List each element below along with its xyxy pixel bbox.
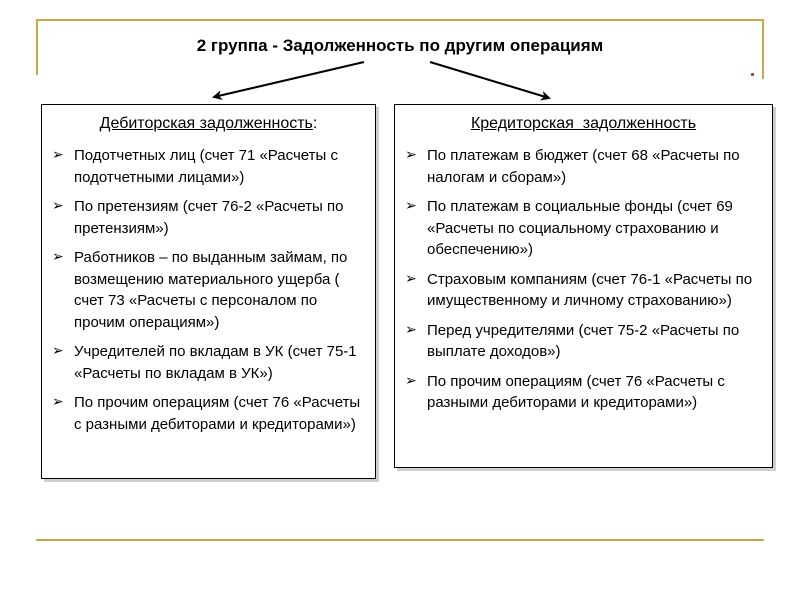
- checkmark-arrow-icon: ➢: [52, 147, 64, 163]
- checkmark-arrow-icon: ➢: [405, 198, 417, 214]
- list-item: [405, 196, 762, 261]
- credit-box: [394, 104, 773, 468]
- list-item-text: По претензиям (счет 76-2 «Расчеты по претензиям»): [74, 198, 344, 237]
- debit-heading-text: Дебиторская задолженность: [99, 115, 313, 132]
- credit-heading-text: Кредиторская задолженность: [470, 115, 697, 132]
- checkmark-arrow-icon: ➢: [405, 147, 417, 163]
- checkmark-arrow-icon: ➢: [52, 198, 64, 214]
- list-item-text: По прочим операциям (счет 76 «Расчеты с разными дебиторами и кредиторами»): [427, 372, 725, 411]
- checkmark-arrow-icon: ➢: [405, 321, 417, 338]
- checkmark-arrow-icon: ➢: [52, 343, 64, 359]
- list-item-text: По платежам в социальные фонды (счет 69 «Расчеты по социальному страхованию и обеспечению»): [427, 198, 733, 258]
- slide-title: 2 группа - Задолженность по другим операциям: [196, 36, 604, 55]
- list-item: [52, 145, 365, 188]
- checkmark-arrow-icon: ➢: [405, 270, 417, 287]
- checkmark-arrow-icon: ➢: [52, 394, 64, 410]
- list-item-text: Учредителей по вкладам в УК (счет 75-1 «Расчеты по вкладам в УК»): [74, 343, 357, 382]
- list-item: [52, 341, 365, 384]
- debit-list: [52, 145, 365, 435]
- list-item: [52, 247, 365, 333]
- checkmark-arrow-icon: ➢: [405, 372, 417, 389]
- arrow-to-debit: [214, 62, 364, 97]
- list-item-text: По платежам в бюджет (счет 68 «Расчеты по налогам и сборам»): [427, 147, 740, 186]
- list-item-text: Подотчетных лиц (счет 71 «Расчеты с подотчетными лицами»): [74, 147, 338, 186]
- list-item: [405, 371, 762, 414]
- arrow-to-credit: [430, 62, 549, 98]
- list-item: [52, 392, 365, 435]
- list-item-text: Страховым компаниям (счет 76-1 «Расчеты по имущественному и личному страхованию»): [427, 270, 753, 309]
- debit-box: [41, 104, 376, 479]
- list-item: [405, 320, 762, 363]
- list-item-text: Работников – по выданным займам, по возмещению материального ущерба ( счет 73 «Расчеты с персоналом по прочим операциям»): [74, 249, 348, 331]
- list-item-text: По прочим операциям (счет 76 «Расчеты с разными дебиторами и кредиторами»): [74, 394, 361, 433]
- list-item: [52, 196, 365, 239]
- checkmark-arrow-icon: ➢: [52, 249, 64, 265]
- list-item-text: Перед учредителями (счет 75-2 «Расчеты по выплате доходов»): [427, 321, 740, 360]
- debit-heading-colon: :: [312, 115, 318, 132]
- credit-heading: [405, 115, 762, 133]
- credit-list: [405, 145, 762, 414]
- debit-heading: [52, 115, 365, 133]
- list-item: [405, 269, 762, 312]
- list-item: [405, 145, 762, 188]
